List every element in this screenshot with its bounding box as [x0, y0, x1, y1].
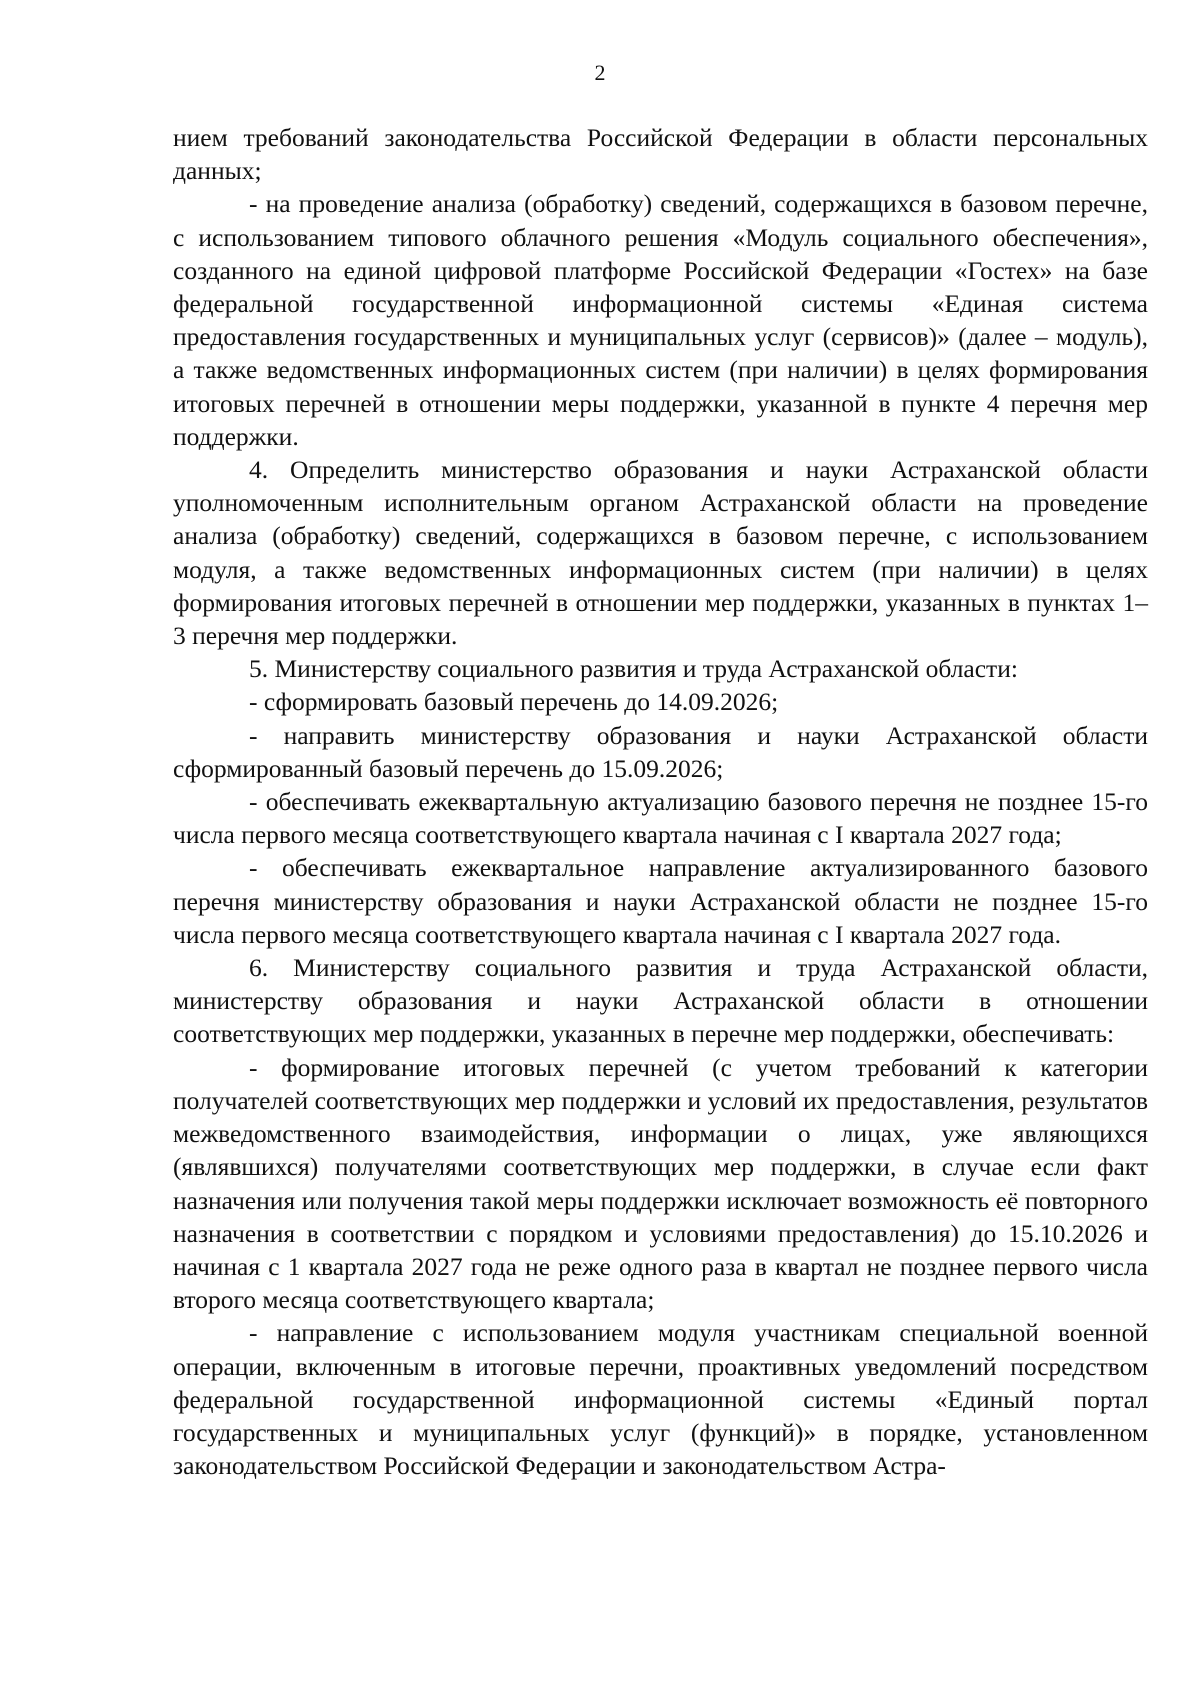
page-number: 2: [594, 60, 606, 85]
paragraph-section-6: 6. Министерству социального развития и труда Астраханской области, министерству образования и науки Астраханской области в отношении соответствующих мер поддержки, указанных в перечне мер поддержки, обеспечивать:: [173, 953, 1148, 1049]
paragraph-item-5-form-list: - сформировать базовый перечень до 14.09.2026;: [249, 687, 779, 717]
paragraph-section-4: 4. Определить министерство образования и науки Астраханской области уполномоченным исполнительным органом Астраханской области на проведение анализа (обработку) сведений, содержащихся в базовом перечне, с использованием модуля, а также ведомственных информационных систем (при наличии) в целях формирования итоговых перечней в отношении мер поддержки, указанных в пунктах 1–3 перечня мер поддержки.: [173, 455, 1148, 651]
paragraph-item-5-update-list: - обеспечивать ежеквартальную актуализацию базового перечня не позднее 15-го числа первого месяца соответствующего квартала начиная с I квартала 2027 года;: [173, 787, 1148, 850]
paragraph-item-5-send-updated-list: - обеспечивать ежеквартальное направление актуализированного базового перечня министерству образования и науки Астраханской области не позднее 15-го числа первого месяца соответствующего квартала начиная с I квартала 2027 года.: [173, 853, 1148, 949]
paragraph-item-6-notifications: - направление с использованием модуля участникам специальной военной операции, включенным в итоговые перечни, проактивных уведомлений посредством федеральной государственной информационной системы «Единый портал государственных и муниципальных услуг (функций)» в порядке, установленном законодательством Российской Федерации и законодательством Астра-: [173, 1318, 1148, 1481]
paragraph-item-6-final-lists: - формирование итоговых перечней (с учетом требований к категории получателей соответствующих мер поддержки и условий их предоставления, результатов межведомственного взаимодействия, информации о лицах, уже являющихся (являвшихся) получателями соответствующих мер поддержки, в случае если факт назначения или получения такой меры поддержки исключает возможность её повторного назначения в соответствии с порядком и условиями предоставления) до 15.10.2026 и начиная с 1 квартала 2027 года не реже одного раза в квартал не позднее первого числа второго месяца соответствующего квартала;: [173, 1052, 1148, 1315]
paragraph-item-5-send-list: - направить министерству образования и науки Астраханской области сформированный базовый перечень до 15.09.2026;: [173, 720, 1148, 783]
paragraph-item-3-data-analysis: - на проведение анализа (обработку) сведений, содержащихся в базовом перечне, с использованием типового облачного решения «Модуль социального обеспечения», созданного на единой цифровой платформе Российской Федерации «Гостех» на базе федеральной государственной информационной системы «Единая система предоставления государственных и муниципальных услуг (сервисов)» (далее – модуль), а также ведомственных информационных систем (при наличии) в целях формирования итоговых перечней в отношении меры поддержки, указанной в пункте 4 перечня мер поддержки.: [173, 189, 1148, 451]
paragraph-continuation: нием требований законодательства Российской Федерации в области персональных данных;: [173, 123, 1148, 186]
paragraph-section-5: 5. Министерству социального развития и труда Астраханской области:: [249, 654, 1018, 684]
document-body: [173, 121, 1148, 1482]
